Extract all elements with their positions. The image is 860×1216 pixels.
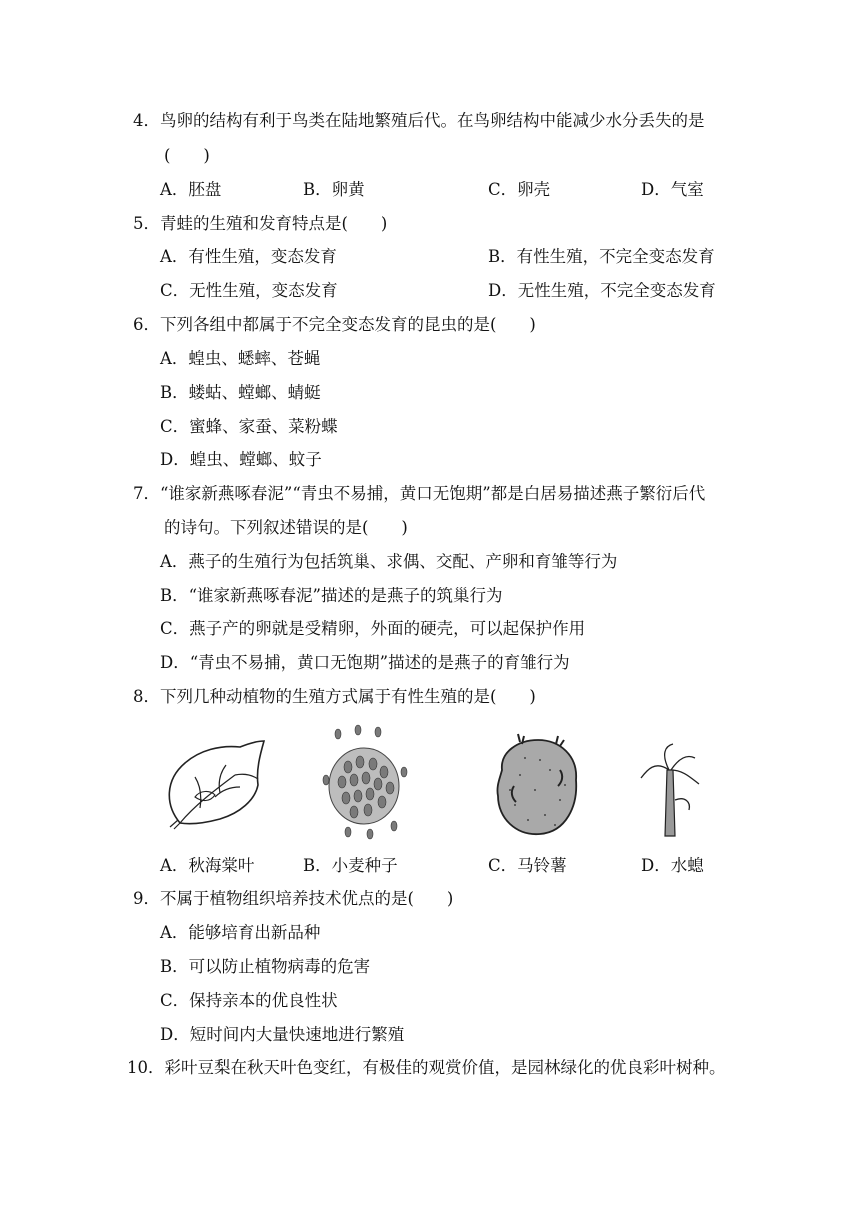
q5-option-b: B．有性生殖，不完全变态发育: [488, 247, 715, 266]
q9-option-c: C．保持亲本的优良性状: [160, 991, 338, 1010]
q4-blank: ( ): [164, 146, 210, 165]
q6-option-d: D．蝗虫、螳螂、蚊子: [160, 450, 322, 469]
q7-option-c: C．燕子产的卵就是受精卵，外面的硬壳，可以起保护作用: [160, 619, 586, 638]
wheat-seeds-image: [318, 722, 410, 840]
q9-option-a: A．能够培育出新品种: [160, 923, 321, 942]
q8-option-a: A．秋海棠叶: [160, 856, 255, 875]
q7-option-d: D．“青虫不易捕，黄口无饱期”描述的是燕子的育雏行为: [160, 653, 570, 672]
q8-option-d: D．水螅: [641, 856, 704, 875]
potato-image: [490, 730, 585, 840]
q6-stem: 6．下列各组中都属于不完全变态发育的昆虫的是( ): [133, 315, 536, 334]
q9-stem: 9．不属于植物组织培养技术优点的是( ): [133, 889, 454, 908]
q4-option-d: D．气室: [641, 180, 704, 199]
q4-option-a: A．胚盘: [160, 180, 222, 199]
q8-option-b: B．小麦种子: [303, 856, 398, 875]
q4-stem: 4．鸟卵的结构有利于鸟类在陆地繁殖后代。在鸟卵结构中能减少水分丢失的是: [133, 111, 705, 130]
begonia-leaf-image: [160, 735, 270, 830]
q5-stem: 5．青蛙的生殖和发育特点是( ): [133, 214, 388, 233]
q4-option-b: B．卵黄: [303, 180, 365, 199]
q6-option-c: C．蜜蜂、家蚕、菜粉蝶: [160, 417, 338, 436]
q8-stem: 8．下列几种动植物的生殖方式属于有性生殖的是( ): [133, 687, 536, 706]
q6-option-a: A．蝗虫、蟋蟀、苍蝇: [160, 349, 321, 368]
q7-option-a: A．燕子的生殖行为包括筑巢、求偶、交配、产卵和育雏等行为: [160, 552, 618, 571]
q10-stem: 10．彩叶豆梨在秋天叶色变红，有极佳的观赏价值，是园林绿化的优良彩叶树种。: [127, 1058, 726, 1077]
q5-option-c: C．无性生殖，变态发育: [160, 281, 338, 300]
q5-option-a: A．有性生殖，变态发育: [160, 247, 337, 266]
q9-option-d: D．短时间内大量快速地进行繁殖: [160, 1025, 405, 1044]
q7-stem-continued: 的诗句。下列叙述错误的是( ): [164, 518, 408, 537]
q6-option-b: B．蝼蛄、螳螂、蜻蜓: [160, 383, 321, 402]
q7-stem: 7．“谁家新燕啄春泥”“青虫不易捕，黄口无饱期”都是白居易描述燕子繁衍后代: [133, 484, 706, 503]
q5-option-d: D．无性生殖，不完全变态发育: [488, 281, 716, 300]
hydra-image: [635, 740, 705, 840]
q4-option-c: C．卵壳: [488, 180, 551, 199]
q7-option-b: B．“谁家新燕啄春泥”描述的是燕子的筑巢行为: [160, 586, 503, 605]
q9-option-b: B．可以防止植物病毒的危害: [160, 957, 371, 976]
q8-option-c: C．马铃薯: [488, 856, 567, 875]
